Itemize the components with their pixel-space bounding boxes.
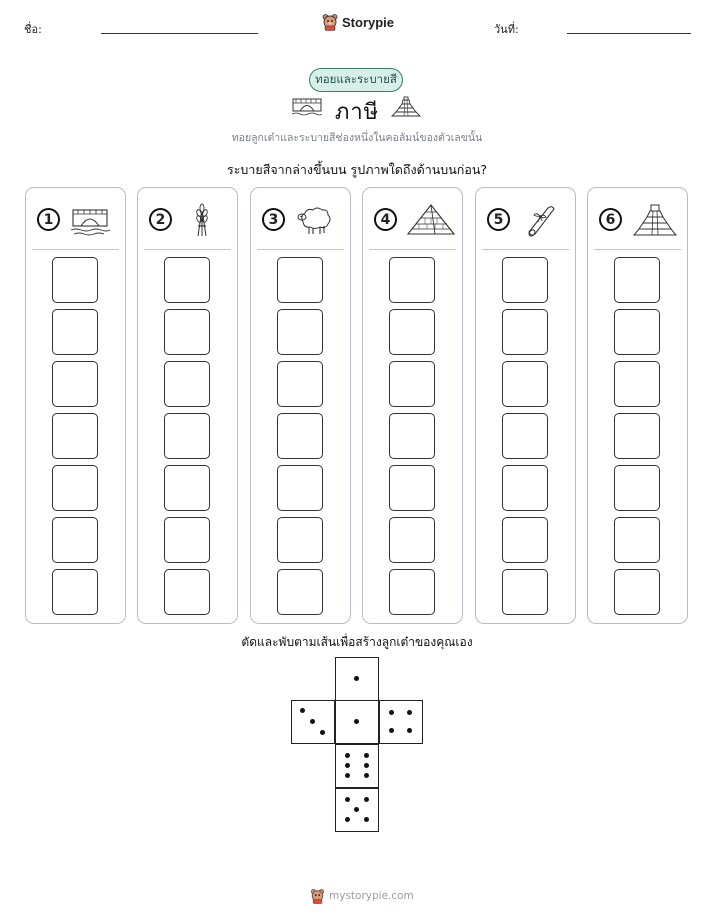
pip [320, 730, 325, 735]
column-1 [25, 187, 126, 624]
pip [407, 728, 412, 733]
color-box[interactable] [52, 309, 98, 355]
pyramid-icon [405, 202, 457, 238]
pip [310, 719, 315, 724]
color-box[interactable] [614, 465, 660, 511]
color-box[interactable] [52, 361, 98, 407]
pip [407, 710, 412, 715]
bear-logo-icon [310, 888, 325, 904]
color-box[interactable] [389, 257, 435, 303]
color-box[interactable] [614, 257, 660, 303]
pip [354, 719, 359, 724]
color-box[interactable] [164, 361, 210, 407]
date-field[interactable] [567, 33, 691, 34]
name-field[interactable] [101, 33, 258, 34]
column-divider [482, 249, 569, 250]
pip [345, 773, 350, 778]
column-number: 1 [37, 208, 60, 231]
pip [345, 753, 350, 758]
color-box[interactable] [389, 465, 435, 511]
color-box[interactable] [389, 309, 435, 355]
color-box[interactable] [52, 413, 98, 459]
footer [310, 888, 414, 904]
column-number: 5 [487, 208, 510, 231]
worksheet-subtitle: ทอยลูกเต๋าและระบายสีช่องหนึ่งในคอลัมน์ของตัวเลขนั้น [231, 132, 483, 144]
brand-logo [322, 13, 394, 31]
column-divider [369, 249, 456, 250]
color-box[interactable] [277, 465, 323, 511]
color-box[interactable] [277, 517, 323, 563]
pip [345, 763, 350, 768]
color-box[interactable] [164, 257, 210, 303]
column-6 [587, 187, 688, 624]
die-face-4[interactable] [379, 700, 423, 744]
column-3 [250, 187, 351, 624]
column-divider [257, 249, 344, 250]
color-box[interactable] [389, 569, 435, 615]
die-face-1-center[interactable] [335, 700, 379, 744]
pip [345, 817, 350, 822]
column-divider [594, 249, 681, 250]
column-4 [362, 187, 463, 624]
color-box[interactable] [164, 465, 210, 511]
color-box[interactable] [614, 309, 660, 355]
worksheet-question: ระบายสีจากล่างขึ้นบน รูปภาพใดถึงด้านบนก่อน? [226, 162, 488, 177]
pip [300, 708, 305, 713]
color-box[interactable] [164, 569, 210, 615]
color-box[interactable] [502, 257, 548, 303]
pip [364, 817, 369, 822]
color-box[interactable] [614, 361, 660, 407]
pip [345, 797, 350, 802]
column-number: 4 [374, 208, 397, 231]
wheat-icon [182, 202, 222, 238]
color-box[interactable] [614, 517, 660, 563]
color-box[interactable] [164, 517, 210, 563]
step-pyramid-icon [632, 202, 678, 238]
color-box[interactable] [277, 361, 323, 407]
color-box[interactable] [389, 413, 435, 459]
column-number: 6 [599, 208, 622, 231]
column-5 [475, 187, 576, 624]
pip [364, 797, 369, 802]
pip [354, 676, 359, 681]
color-box[interactable] [164, 309, 210, 355]
pip [364, 773, 369, 778]
color-box[interactable] [502, 413, 548, 459]
bear-logo-icon [322, 13, 338, 31]
die-face-3[interactable] [291, 700, 335, 744]
color-box[interactable] [389, 361, 435, 407]
color-box[interactable] [52, 517, 98, 563]
dice-instruction: ตัดและพับตามเส้นเพื่อสร้างลูกเต๋าของคุณเอง [241, 635, 473, 649]
name-label: ชื่อ: [24, 23, 42, 36]
die-face-6[interactable] [335, 744, 379, 788]
color-box[interactable] [502, 517, 548, 563]
pip [389, 710, 394, 715]
color-box[interactable] [389, 517, 435, 563]
color-box[interactable] [277, 569, 323, 615]
bridge-icon [70, 202, 110, 238]
step-pyramid-title-icon [390, 95, 422, 117]
pip [364, 763, 369, 768]
color-box[interactable] [502, 569, 548, 615]
column-divider [144, 249, 231, 250]
brand-name: Storypie [342, 14, 395, 30]
color-box[interactable] [52, 257, 98, 303]
color-box[interactable] [502, 465, 548, 511]
scroll-icon [520, 202, 560, 238]
color-box[interactable] [277, 257, 323, 303]
activity-badge: ทอยและระบายสี [309, 68, 403, 92]
column-number: 2 [149, 208, 172, 231]
sheep-icon [295, 202, 335, 238]
color-box[interactable] [614, 413, 660, 459]
worksheet-title: ภาษี [334, 100, 380, 125]
column-2 [137, 187, 238, 624]
color-box[interactable] [52, 465, 98, 511]
pip [354, 807, 359, 812]
die-face-5[interactable] [335, 788, 379, 832]
color-box[interactable] [502, 361, 548, 407]
date-label: วันที่: [494, 23, 519, 36]
color-box[interactable] [277, 413, 323, 459]
column-divider [32, 249, 119, 250]
pip [364, 753, 369, 758]
color-box[interactable] [164, 413, 210, 459]
die-face-1-top[interactable] [335, 657, 379, 701]
color-box[interactable] [277, 309, 323, 355]
pip [389, 728, 394, 733]
footer-url[interactable]: mystorypie.com [329, 890, 414, 902]
color-box[interactable] [502, 309, 548, 355]
color-box[interactable] [614, 569, 660, 615]
color-box[interactable] [52, 569, 98, 615]
column-number: 3 [262, 208, 285, 231]
